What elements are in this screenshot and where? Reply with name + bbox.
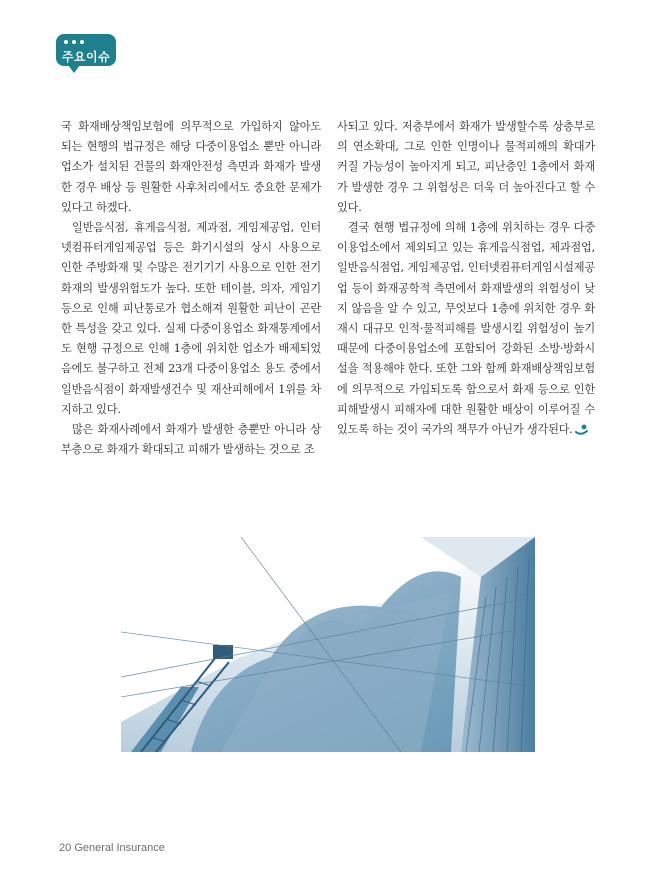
right-paragraph-2-text: 결국 현행 법규정에 의해 1층에 위치하는 경우 다중이용업소에서 제외되고 있는 휴게음식점업, 제과점업, 일반음식점업, 게임제공업, 인터넷컴퓨터게임시설제공업 등이 화재공학적 측면에서 화재발생의 위험성이 낮지 않음을 알 수 있고, 무엇보다 1층에 위치한 경우 화재시 대규모 인적·물적피해를 발생시킬 위험성이 높기 때문에 다중이용업소에 포함되어 강화된 소방·방화시설을 적용해야 한다. 또한 그와 함께 화재배상책임보험에 의무적으로 가입되도록 함으로서 화재 등으로 인한 피해발생시 피해자에 대한 원활한 배상이 이루어질 수 있도록 하는 것이 국가의 책무가 아닌가 생각된다. [337,221,595,437]
section-badge-label: 주요이슈 [61,50,111,64]
right-paragraph-1: 사되고 있다. 저층부에서 화재가 발생할수록 상층부로의 연소확대, 그로 인한 인명이나 물적피해의 확대가 커질 가능성이 높아지게 되고, 피난층인 1층에서 화재가 발생한 경우 그 위험성은 더욱 더 높아진다고 할 수 있다. [337,120,595,214]
page-number: 20 [59,842,72,854]
firefighting-ladder-truck-photo [121,537,535,752]
left-paragraph-1: 국 화재배상책임보험에 의무적으로 가입하지 않아도 되는 현행의 법규정은 해당 다중이용업소 뿐만 아니라 업소가 설치된 건물의 화재안전성 측면과 화재가 발생한 경우 배상 등 원활한 사후처리에서도 중요한 문제가 있다고 하겠다. [61,120,321,214]
page-footer [59,842,165,854]
right-column [337,117,595,440]
speech-dots-icon [64,40,84,44]
left-column [61,117,321,460]
speech-tail-icon [68,65,80,73]
publication-name: General Insurance [74,842,165,854]
section-badge [56,34,116,66]
end-of-article-icon [575,424,589,436]
left-paragraph-3: 많은 화재사례에서 화재가 발생한 층뿐만 아니라 상부층으로 화재가 확대되고 피해가 발생하는 것으로 조 [61,423,321,457]
left-paragraph-2: 일반음식점, 휴게음식점, 제과점, 게임제공업, 인터넷컴퓨터게임제공업 등은 화기시설의 상시 사용으로 인한 주방화재 및 수많은 전기기기 사용으로 인한 전기화재의 발생위험도가 높다. 또한 테이블, 의자, 게임기 등으로 인해 피난통로가 협소해져 원활한 피난이 곤란한 특성을 갖고 있다. 실제 다중이용업소 화재통계에서도 현행 규정으로 인해 1층에 위치한 업소가 배제되었음에도 불구하고 전체 23개 다중이용업소 용도 중에서 일반음식점이 화재발생건수 및 재산피해에서 1위를 차지하고 있다. [61,221,321,416]
right-paragraph-2 [337,218,595,440]
